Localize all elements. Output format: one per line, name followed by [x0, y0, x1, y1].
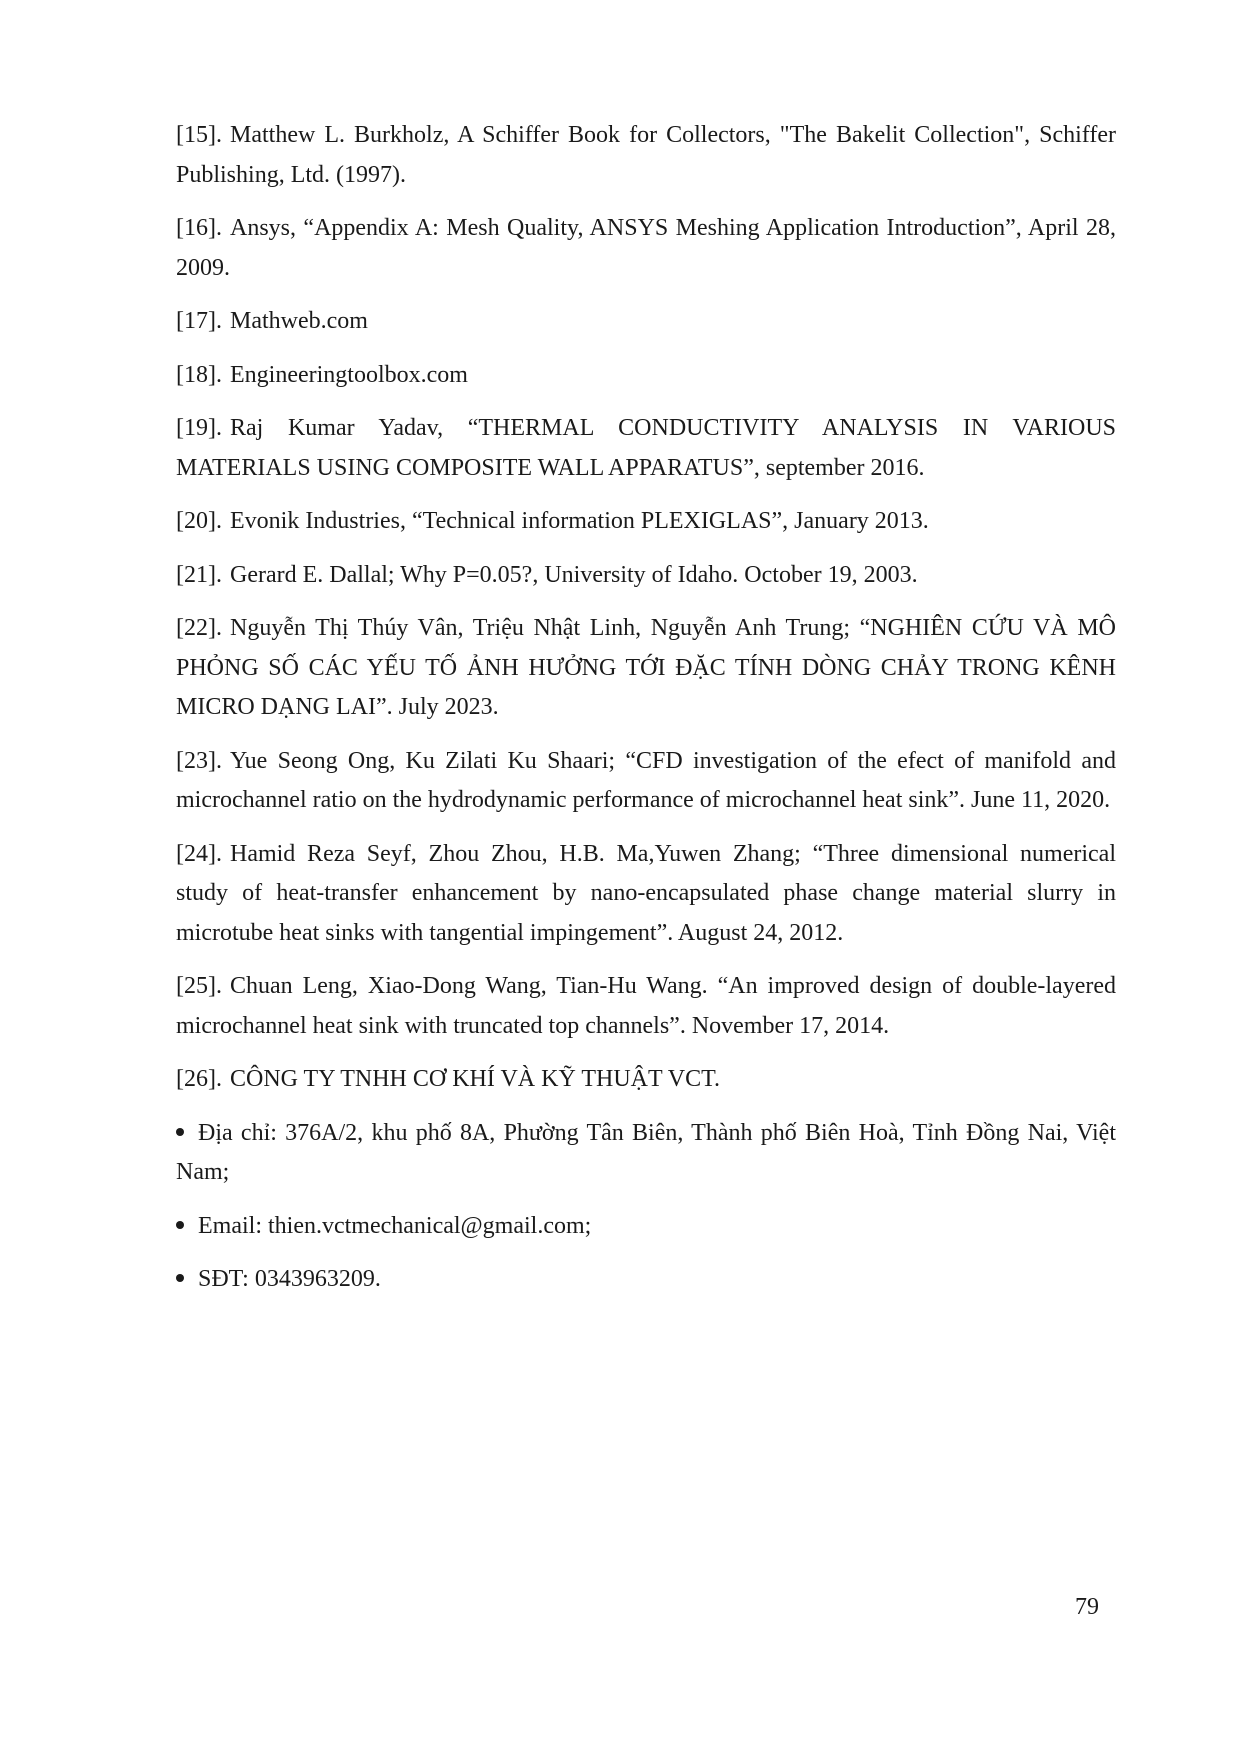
bullet-icon	[176, 1274, 184, 1282]
contact-email: Email: thien.vctmechanical@gmail.com;	[176, 1207, 1116, 1247]
reference-15: [15]. Matthew L. Burkholz, A Schiffer Book for Collectors, "The Bakelit Collection", Schiffer Publishing, Ltd. (1997).	[176, 122, 1116, 188]
bullet-icon	[176, 1221, 184, 1229]
reference-25: [25]. Chuan Leng, Xiao-Dong Wang, Tian-Hu Wang. “An improved design of double-layered microchannel heat sink with truncated top channels”. November 17, 2014.	[176, 973, 1116, 1039]
reference-18: [18]. Engineeringtoolbox.com	[176, 361, 468, 388]
contact-phone: SĐT: 0343963209.	[176, 1260, 1116, 1300]
reference-16: [16]. Ansys, “Appendix A: Mesh Quality, ANSYS Meshing Application Introduction”, April 28, 2009.	[176, 215, 1116, 281]
reference-19: [19]. Raj Kumar Yadav, “THERMAL CONDUCTIVITY ANALYSIS IN VARIOUS MATERIALS USING COMPOSITE WALL APPARATUS”, september 2016.	[176, 415, 1116, 481]
contact-address: Địa chỉ: 376A/2, khu phố 8A, Phường Tân Biên, Thành phố Biên Hoà, Tỉnh Đồng Nai, Việt Nam;	[176, 1119, 1116, 1185]
reference-26: [26]. CÔNG TY TNHH CƠ KHÍ VÀ KỸ THUẬT VCT.	[176, 1066, 721, 1092]
references-page	[176, 116, 1116, 1314]
reference-17: [17]. Mathweb.com	[176, 308, 368, 334]
bullet-icon	[176, 1128, 184, 1136]
reference-21: [21]. Gerard E. Dallal; Why P=0.05?, University of Idaho. October 19, 2003.	[176, 561, 918, 588]
page-number: 79	[1075, 1594, 1099, 1620]
reference-20: [20]. Evonik Industries, “Technical information PLEXIGLAS”, January 2013.	[176, 508, 929, 534]
reference-22: [22]. Nguyễn Thị Thúy Vân, Triệu Nhật Linh, Nguyễn Anh Trung; “NGHIÊN CỨU VÀ MÔ PHỎNG SỐ CÁC YẾU TỐ ẢNH HƯỞNG TỚI ĐẶC TÍNH DÒNG CHẢY TRONG KÊNH MICRO DẠNG LAI”. July 2023.	[176, 615, 1116, 720]
reference-24: [24]. Hamid Reza Seyf, Zhou Zhou, H.B. Ma,Yuwen Zhang; “Three dimensional numerical study of heat-transfer enhancement by nano-encapsulated phase change material slurry in microtube heat sinks with tangential impingement”. August 24, 2012.	[176, 840, 1116, 946]
reference-23: [23]. Yue Seong Ong, Ku Zilati Ku Shaari; “CFD investigation of the efect of manifold and microchannel ratio on the hydrodynamic performance of microchannel heat sink”. June 11, 2020.	[176, 747, 1116, 813]
